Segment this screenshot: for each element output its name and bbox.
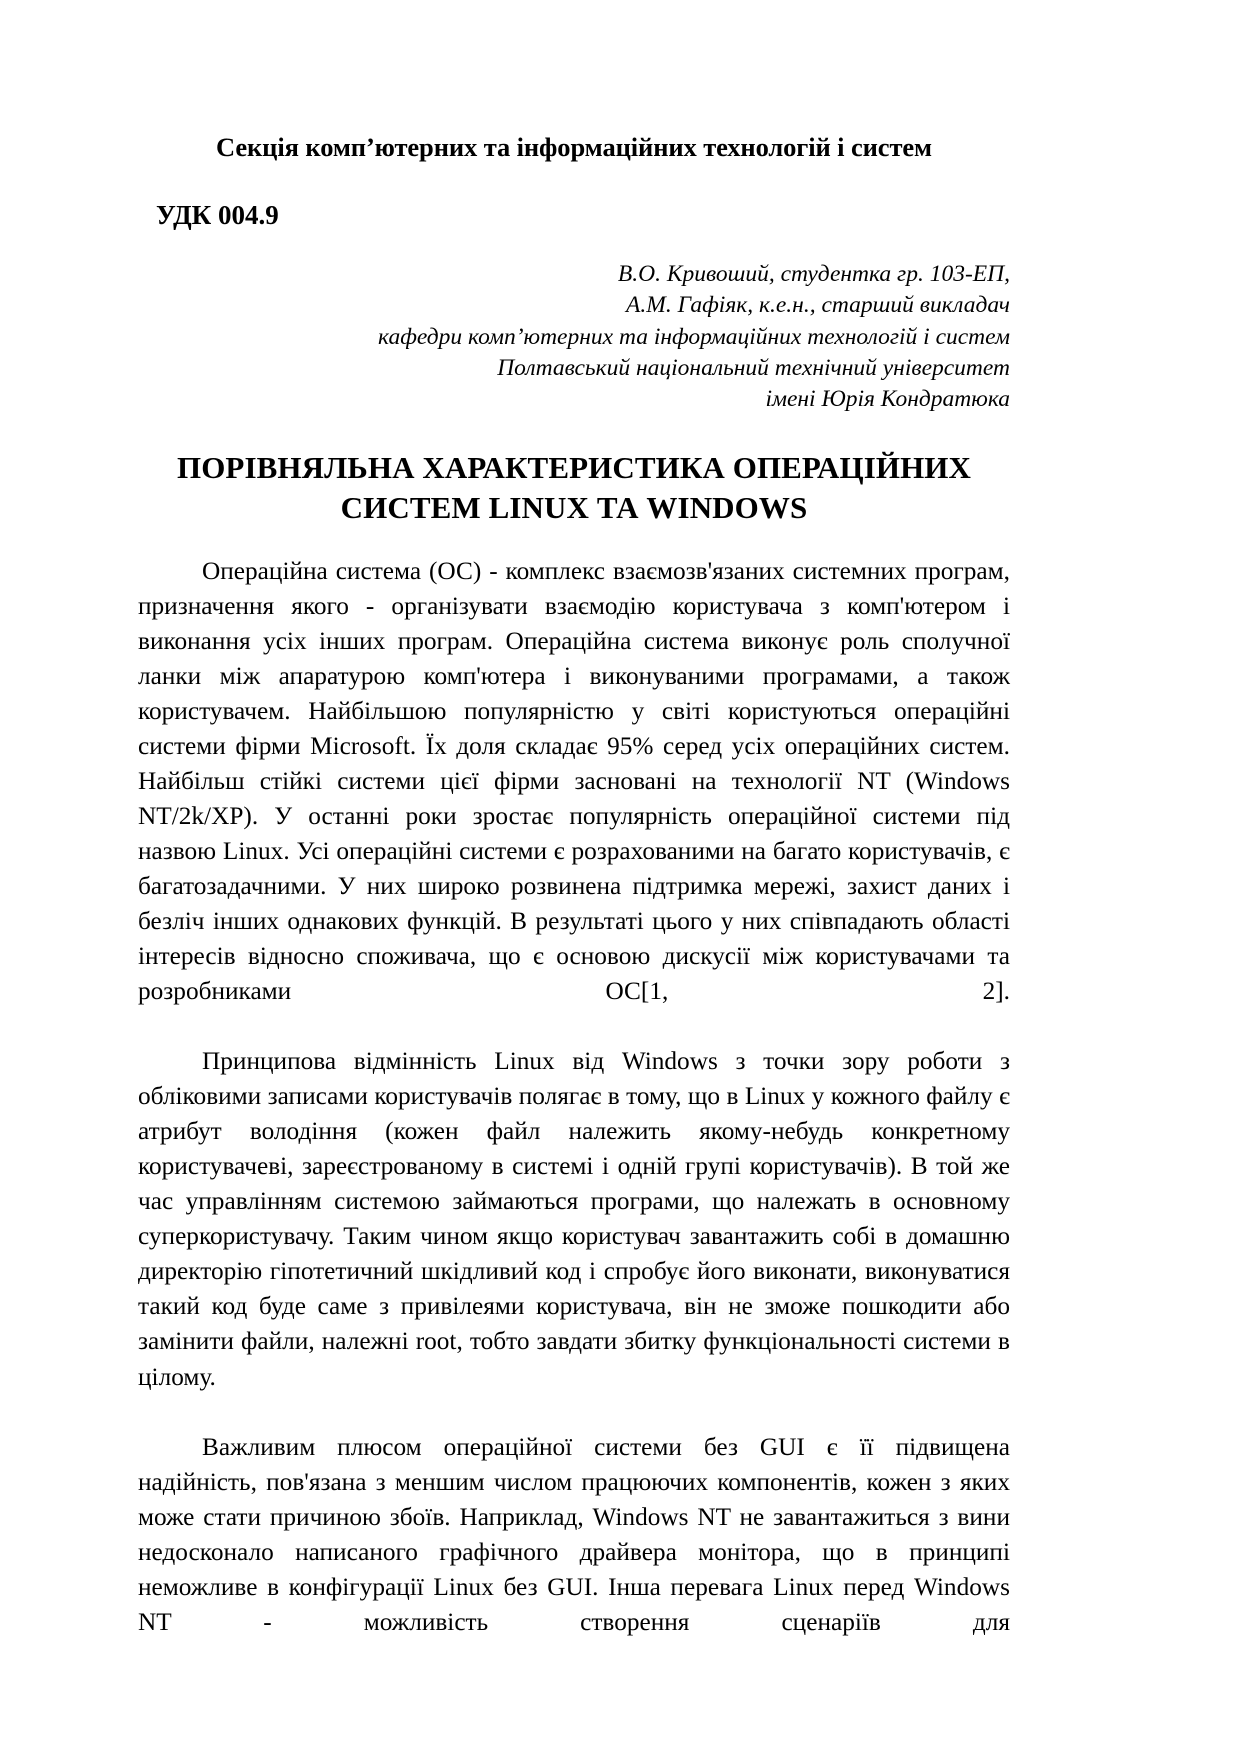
- section-header: Секція комп’ютерних та інформаційних технологій і систем: [215, 132, 932, 162]
- author-line-3: кафедри комп’ютерних та інформаційних технологій і систем: [378, 323, 1010, 350]
- paragraph: Принципова відмінність Linux від Windows з точки зору роботи з обліковими записами користувачів полягає в тому, що в Linux у кожного файлу є атрибут володіння (кожен файл належить якому-небудь конкретному користувачеві, зареєстрованому в системі і одній групі користувачів). В той же час управлінням системою займаються програми, що належать в основному суперкористувачу. Таким чином якщо користувач завантажить собі в домашню директорію гіпотетичний шкідливий код і спробує його виконати, виконуватися такий код буде саме з привілеями користувача, він не зможе пошкодити або замінити файли, належні root, тобто завдати збитку функціональності системи в цілому.: [138, 1047, 1010, 1391]
- author-line-2: А.М. Гафіяк, к.е.н., старший викладач: [626, 292, 1010, 319]
- udc-code: УДК 004.9: [156, 199, 279, 230]
- author-line-4: Полтавський національний технічний університет: [497, 354, 1010, 381]
- paragraph: Важливим плюсом операційної системи без GUI є її підвищена надійність, пов'язана з меншим числом працюючих компонентів, кожен з яких може стати причиною збоїв. Наприклад, Windows NT не завантажиться з вини недосконало написаного графічного драйвера монітора, що в принципі неможливе в конфігурації Linux без GUI. Інша перевага Linux перед Windows NT - можливість створення сценаріїв для: [138, 1432, 1010, 1636]
- body-text: [138, 554, 1010, 1675]
- paragraph: Операційна система (ОС) - комплекс взаємозв'язаних системних програм, призначення якого - організувати взаємодію користувача з комп'ютером і виконання усіх інших програм. Операційна система виконує роль сполучної ланки між апаратурою комп'ютера і виконуваними програмами, а також користувачем. Найбільшою популярністю у світі користуються операційні системи фірми Microsoft. Їх доля складає 95% серед усіх операційних систем. Найбільш стійкі системи цієї фірми засновані на технології NT (Windows NT/2k/XP). У останні роки зростає популярність операційної системи під назвою Linux. Усі операційні системи є розрахованими на багато користувачів, є багатозадачними. У них широко розвинена підтримка мережі, захист даних і безліч інших однакових функцій. В результаті цього у них співпадають області інтересів відносно споживача, що є основою дискусії між користувачами та розробниками ОС[1, 2].: [138, 556, 1010, 1006]
- author-block: [138, 259, 1010, 415]
- author-line-1: В.О. Кривоший, студентка гр. 103-ЕП,: [617, 261, 1010, 288]
- author-line-5: імені Юрія Кондратюка: [765, 386, 1010, 413]
- title-line-2: СИСТЕМ LINUX ТА WINDOWS: [340, 490, 808, 526]
- page-title: [138, 448, 1010, 527]
- title-line-1: ПОРІВНЯЛЬНА ХАРАКТЕРИСТИКА ОПЕРАЦІЙНИХ: [176, 450, 971, 486]
- page-content: [138, 0, 1010, 1675]
